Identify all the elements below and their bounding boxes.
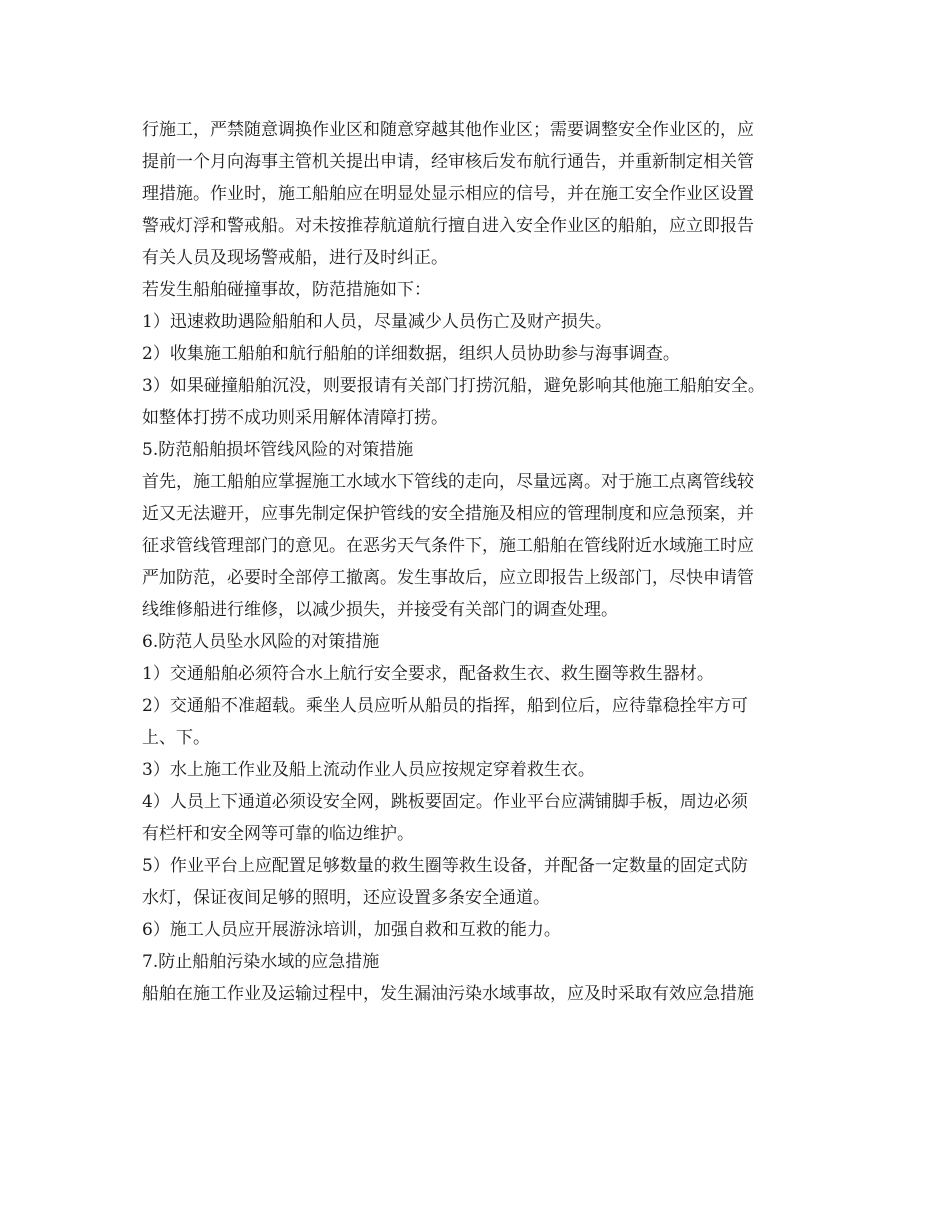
section-heading-7: 7.防止船舶污染水域的应急措施 (142, 952, 380, 972)
text-line: 船舶在施工作业及运输过程中，发生漏油污染水域事故，应及时采取有效应急措施 (142, 984, 754, 1004)
list-item: 1）迅速救助遇险船舶和人员，尽量减少人员伤亡及财产损失。 (142, 312, 612, 332)
text-line: 若发生船舶碰撞事故，防范措施如下： (142, 280, 431, 300)
list-item: 2）收集施工船舶和航行船舶的详细数据，组织人员协助参与海事调查。 (142, 344, 680, 364)
section-heading-5: 5.防范船舶损坏管线风险的对策措施 (142, 440, 414, 460)
text-line: 严加防范，必要时全部停工撤离。发生事故后，应立即报告上级部门，尽快申请管 (142, 568, 754, 588)
list-item: 3）水上施工作业及船上流动作业人员应按规定穿着救生衣。 (142, 760, 595, 780)
text-line: 警戒灯浮和警戒船。对未按推荐航道航行擅自进入安全作业区的船舶，应立即报告 (142, 216, 754, 236)
list-item: 5）作业平台上应配置足够数量的救生圈等救生设备，并配备一定数量的固定式防 (142, 856, 748, 876)
section-heading-6: 6.防范人员坠水风险的对策措施 (142, 632, 380, 652)
text-line: 线维修船进行维修，以减少损失，并接受有关部门的调查处理。 (142, 600, 618, 620)
text-line: 征求管线管理部门的意见。在恶劣天气条件下，施工船舶在管线附近水域施工时应 (142, 536, 754, 556)
list-item: 2）交通船不准超载。乘坐人员应听从船员的指挥，船到位后，应待靠稳拴牢方可 (142, 696, 748, 716)
text-line: 首先，施工船舶应掌握施工水域水下管线的走向，尽量远离。对于施工点离管线较 (142, 472, 754, 492)
list-item: 6）施工人员应开展游泳培训，加强自救和互救的能力。 (142, 920, 561, 940)
text-line: 提前一个月向海事主管机关提出申请，经审核后发布航行通告，并重新制定相关管 (142, 152, 754, 172)
text-line: 行施工，严禁随意调换作业区和随意穿越其他作业区；需要调整安全作业区的，应 (142, 120, 754, 140)
text-line: 近又无法避开，应事先制定保护管线的安全措施及相应的管理制度和应急预案，并 (142, 504, 754, 524)
text-line: 有栏杆和安全网等可靠的临边维护。 (142, 824, 414, 844)
text-line: 有关人员及现场警戒船，进行及时纠正。 (142, 248, 448, 268)
text-line: 上、下。 (142, 728, 210, 748)
document-body (142, 114, 832, 1010)
text-line: 理措施。作业时，施工船舶应在明显处显示相应的信号，并在施工安全作业区设置 (142, 184, 754, 204)
list-item: 4）人员上下通道必须设安全网，跳板要固定。作业平台应满铺脚手板，周边必须 (142, 792, 748, 812)
text-line: 水灯，保证夜间足够的照明，还应设置多条安全通道。 (142, 888, 550, 908)
list-item: 1）交通船舶必须符合水上航行安全要求，配备救生衣、救生圈等救生器材。 (142, 664, 714, 684)
list-item: 3）如果碰撞船舶沉没，则要报请有关部门打捞沉船，避免影响其他施工船舶安全。 (142, 376, 765, 396)
text-line: 如整体打捞不成功则采用解体清障打捞。 (142, 408, 448, 428)
